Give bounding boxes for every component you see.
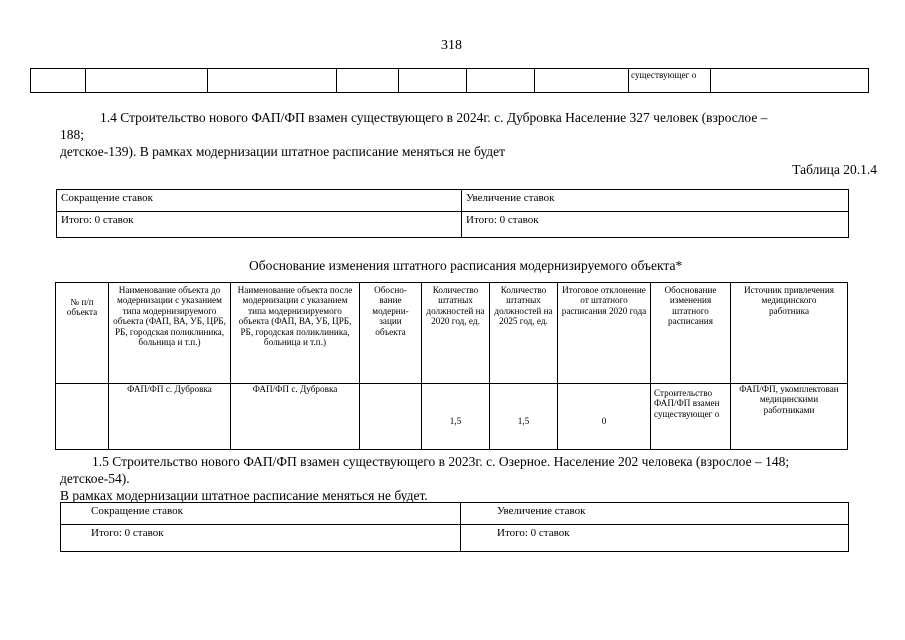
justification-table [55, 282, 848, 450]
header-source: Источник привлечения медицинского работника [731, 283, 848, 384]
rates-total-right: Итого: 0 ставок [461, 525, 849, 552]
rates-total-left: Итого: 0 ставок [57, 212, 462, 238]
header-count-2020: Количество штатных должностей на 2020 год, ед. [422, 283, 490, 384]
table-cell [86, 69, 208, 93]
header-change-reason: Обоснование изменения штатного расписания [651, 283, 731, 384]
cell-change-reason: Строительство ФАП/ФП взамен существующег о [651, 384, 731, 450]
cell-count-2025: 1,5 [490, 384, 558, 450]
table-cell [711, 69, 869, 93]
cell-source: ФАП/ФП, укомплектован медицинскими работниками [731, 384, 848, 450]
continuation-table [30, 68, 869, 93]
cell-count-2020: 1,5 [422, 384, 490, 450]
header-after: Наименование объекта после модернизации с указанием типа модернизируемого объекта (ФАП, ВА, УБ, ЦРБ, РБ, городская поликлиника, больница и т.п.) [231, 283, 360, 384]
cell-num [56, 384, 109, 450]
cell-reason [360, 384, 422, 450]
justification-title: Обоснование изменения штатного расписания модернизируемого объекта* [249, 258, 683, 273]
table-cell [535, 69, 629, 93]
cell-after: ФАП/ФП с. Дубровка [231, 384, 360, 450]
header-num: № п/п объекта [56, 283, 109, 384]
section-1-5-line-1: 1.5 Строительство нового ФАП/ФП взамен существующего в 2023г. с. Озерное. Население 202 человека (взрослое – 148; [92, 454, 790, 469]
section-1-4-line-2: 188; [60, 127, 85, 142]
rates-header-left: Сокращение ставок [61, 503, 461, 525]
section-1-5-line-3: В рамках модернизации штатное расписание меняться не будет. [60, 488, 428, 503]
rates-header-right: Увеличение ставок [461, 503, 849, 525]
header-before: Наименование объекта до модернизации с указанием типа модернизируемого объекта (ФАП, ВА, УБ, ЦРБ, РБ, городская поликлиника, больница и т.п.) [109, 283, 231, 384]
rates-header-right: Увеличение ставок [462, 190, 849, 212]
cell-deviation: 0 [558, 384, 651, 450]
rates-total-left: Итого: 0 ставок [61, 525, 461, 552]
table-cell [208, 69, 337, 93]
rates-total-right: Итого: 0 ставок [462, 212, 849, 238]
table-cell [629, 69, 711, 93]
table-caption: Таблица 20.1.4 [792, 162, 877, 177]
section-1-4-line-3: детское-139). В рамках модернизации штатное расписание меняться не будет [60, 144, 506, 159]
header-deviation: Итоговое отклонение от штатного расписания 2020 года [558, 283, 651, 384]
table-cell [467, 69, 535, 93]
rates-table-1 [56, 189, 849, 238]
page-number: 318 [441, 38, 462, 53]
rates-header-left: Сокращение ставок [57, 190, 462, 212]
table-cell [31, 69, 86, 93]
cell-text: существующег о [631, 70, 697, 80]
rates-table-2 [60, 502, 849, 552]
section-1-5-line-2: детское-54). [60, 471, 130, 486]
table-cell [399, 69, 467, 93]
header-reason: Обосно-вание модерни-зации объекта [360, 283, 422, 384]
section-1-4-line-1: 1.4 Строительство нового ФАП/ФП взамен существующего в 2024г. с. Дубровка Население 327 человек (взрослое – [100, 110, 768, 125]
header-count-2025: Количество штатных должностей на 2025 год, ед. [490, 283, 558, 384]
table-row [56, 384, 848, 450]
cell-before: ФАП/ФП с. Дубровка [109, 384, 231, 450]
table-cell [337, 69, 399, 93]
